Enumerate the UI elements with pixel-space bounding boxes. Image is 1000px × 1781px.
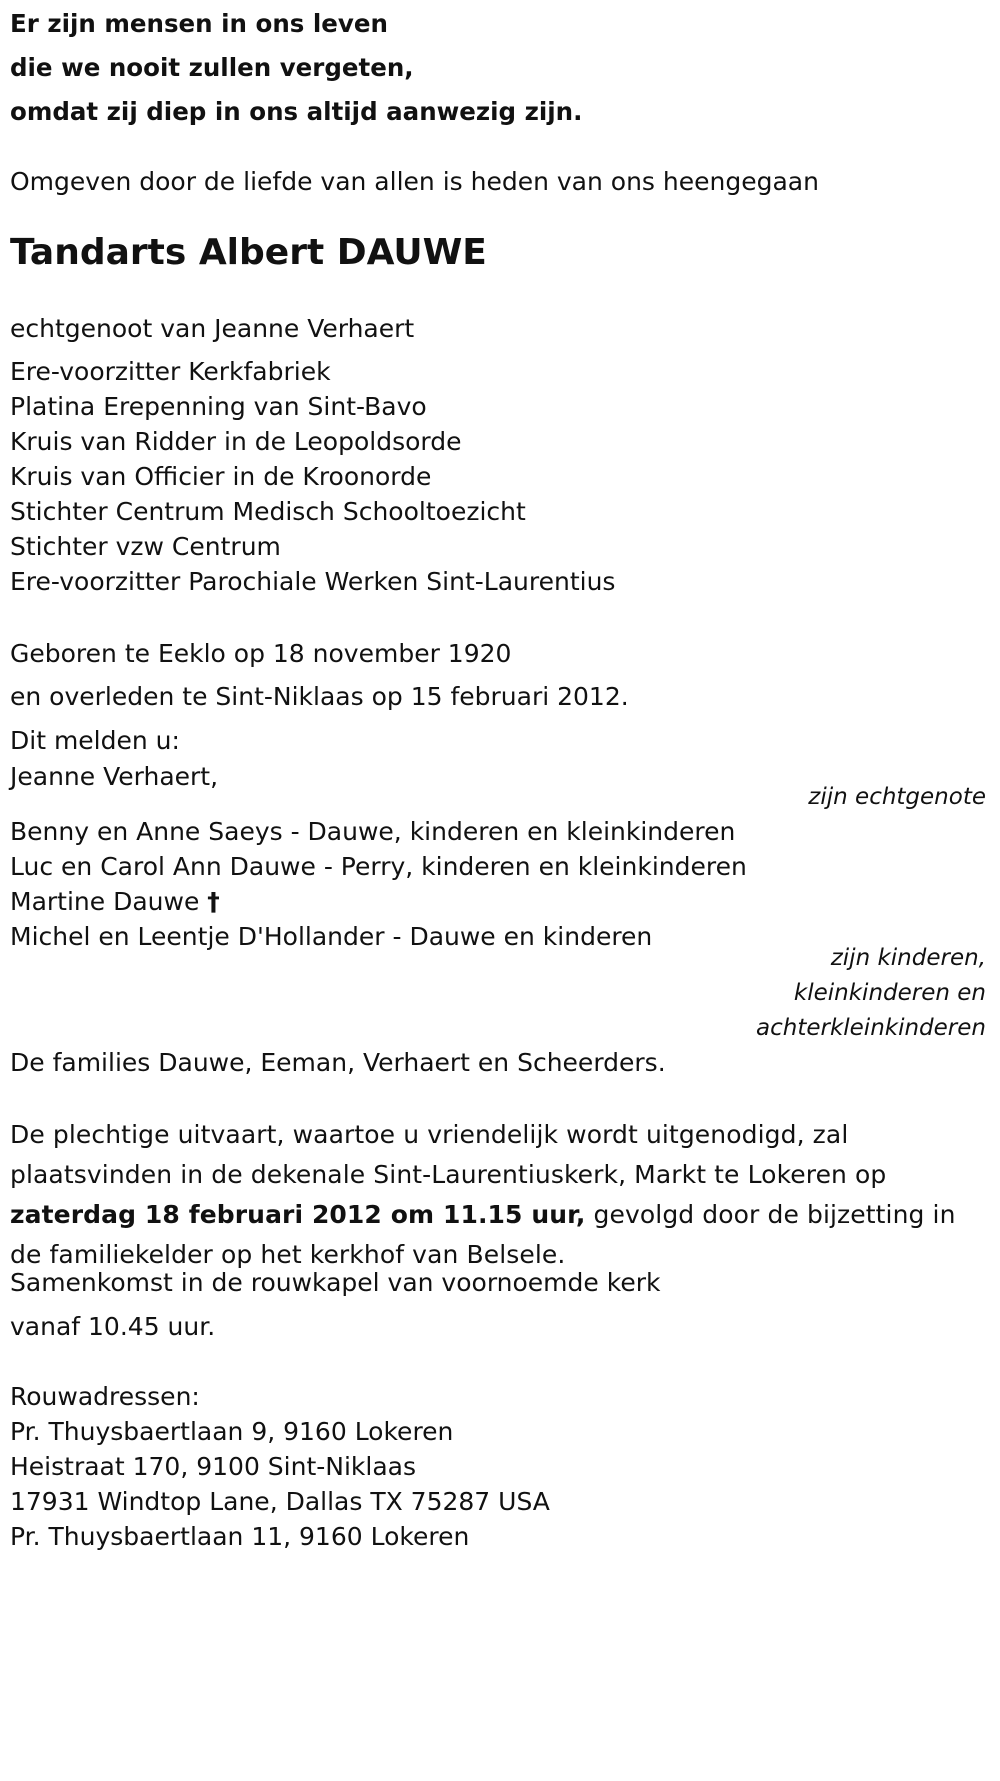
address-line: 17931 Windtop Lane, Dallas TX 75287 USA — [10, 1487, 550, 1516]
child-entry: Luc en Carol Ann Dauwe - Perry, kinderen en kleinkinderen — [10, 852, 747, 881]
birth-text: Geboren te Eeklo op 18 november 1920 — [10, 639, 512, 668]
intro-text: Omgeven door de liefde van allen is heden van ons heengegaan — [10, 167, 819, 196]
children-role-line: kleinkinderen en — [793, 980, 986, 1006]
title-item: Stichter vzw Centrum — [10, 532, 281, 561]
address-line: Pr. Thuysbaertlaan 9, 9160 Lokeren — [10, 1417, 454, 1446]
addresses-label: Rouwadressen: — [10, 1382, 200, 1411]
motto-line-1: Er zijn mensen in ons leven — [10, 9, 388, 38]
spouse-name: Jeanne Verhaert, — [10, 762, 219, 791]
title-item: Ere-voorzitter Kerkfabriek — [10, 357, 331, 386]
gathering-text: Samenkomst in de rouwkapel van voornoemde kerk — [10, 1268, 661, 1297]
motto-line-3: omdat zij diep in ons altijd aanwezig zijn. — [10, 97, 583, 126]
gathering-time: vanaf 10.45 uur. — [10, 1312, 216, 1341]
title-item: Stichter Centrum Medisch Schooltoezicht — [10, 497, 526, 526]
motto-line-2: die we nooit zullen vergeten, — [10, 53, 414, 82]
funeral-text-part1: De plechtige uitvaart, waartoe u vriendelijk wordt uitgenodigd, zal plaatsvinden in de dekenale Sint-Laurentiuskerk, Markt te Lokeren op — [10, 1120, 887, 1189]
children-role-line: achterkleinkinderen — [756, 1015, 986, 1041]
child-name: Martine Dauwe — [10, 887, 200, 916]
cross-icon: † — [207, 887, 220, 916]
obituary-document — [10, 0, 1000, 1781]
spouse-line: echtgenoot van Jeanne Verhaert — [10, 314, 415, 343]
funeral-text-part2: gevolgd door de bijzetting in de familiekelder op het kerkhof van Belsele. — [10, 1200, 956, 1269]
child-entry — [10, 886, 220, 918]
deceased-name: Tandarts Albert DAUWE — [10, 232, 487, 273]
address-line: Heistraat 170, 9100 Sint-Niklaas — [10, 1452, 417, 1481]
children-role-line: zijn kinderen, — [830, 945, 986, 971]
title-item: Ere-voorzitter Parochiale Werken Sint-Laurentius — [10, 567, 616, 596]
child-entry: Michel en Leentje D'Hollander - Dauwe en kinderen — [10, 922, 653, 951]
death-text: en overleden te Sint-Niklaas op 15 februari 2012. — [10, 682, 629, 711]
funeral-date: zaterdag 18 februari 2012 om 11.15 uur, — [10, 1200, 586, 1229]
address-line: Pr. Thuysbaertlaan 11, 9160 Lokeren — [10, 1522, 470, 1551]
announce-text: Dit melden u: — [10, 726, 180, 755]
families-text: De families Dauwe, Eeman, Verhaert en Scheerders. — [10, 1048, 666, 1077]
title-item: Kruis van Ridder in de Leopoldsorde — [10, 427, 462, 456]
funeral-paragraph — [10, 1115, 985, 1275]
child-entry: Benny en Anne Saeys - Dauwe, kinderen en kleinkinderen — [10, 817, 736, 846]
spouse-role: zijn echtgenote — [808, 784, 986, 810]
title-item: Platina Erepenning van Sint-Bavo — [10, 392, 427, 421]
title-item: Kruis van Officier in de Kroonorde — [10, 462, 432, 491]
